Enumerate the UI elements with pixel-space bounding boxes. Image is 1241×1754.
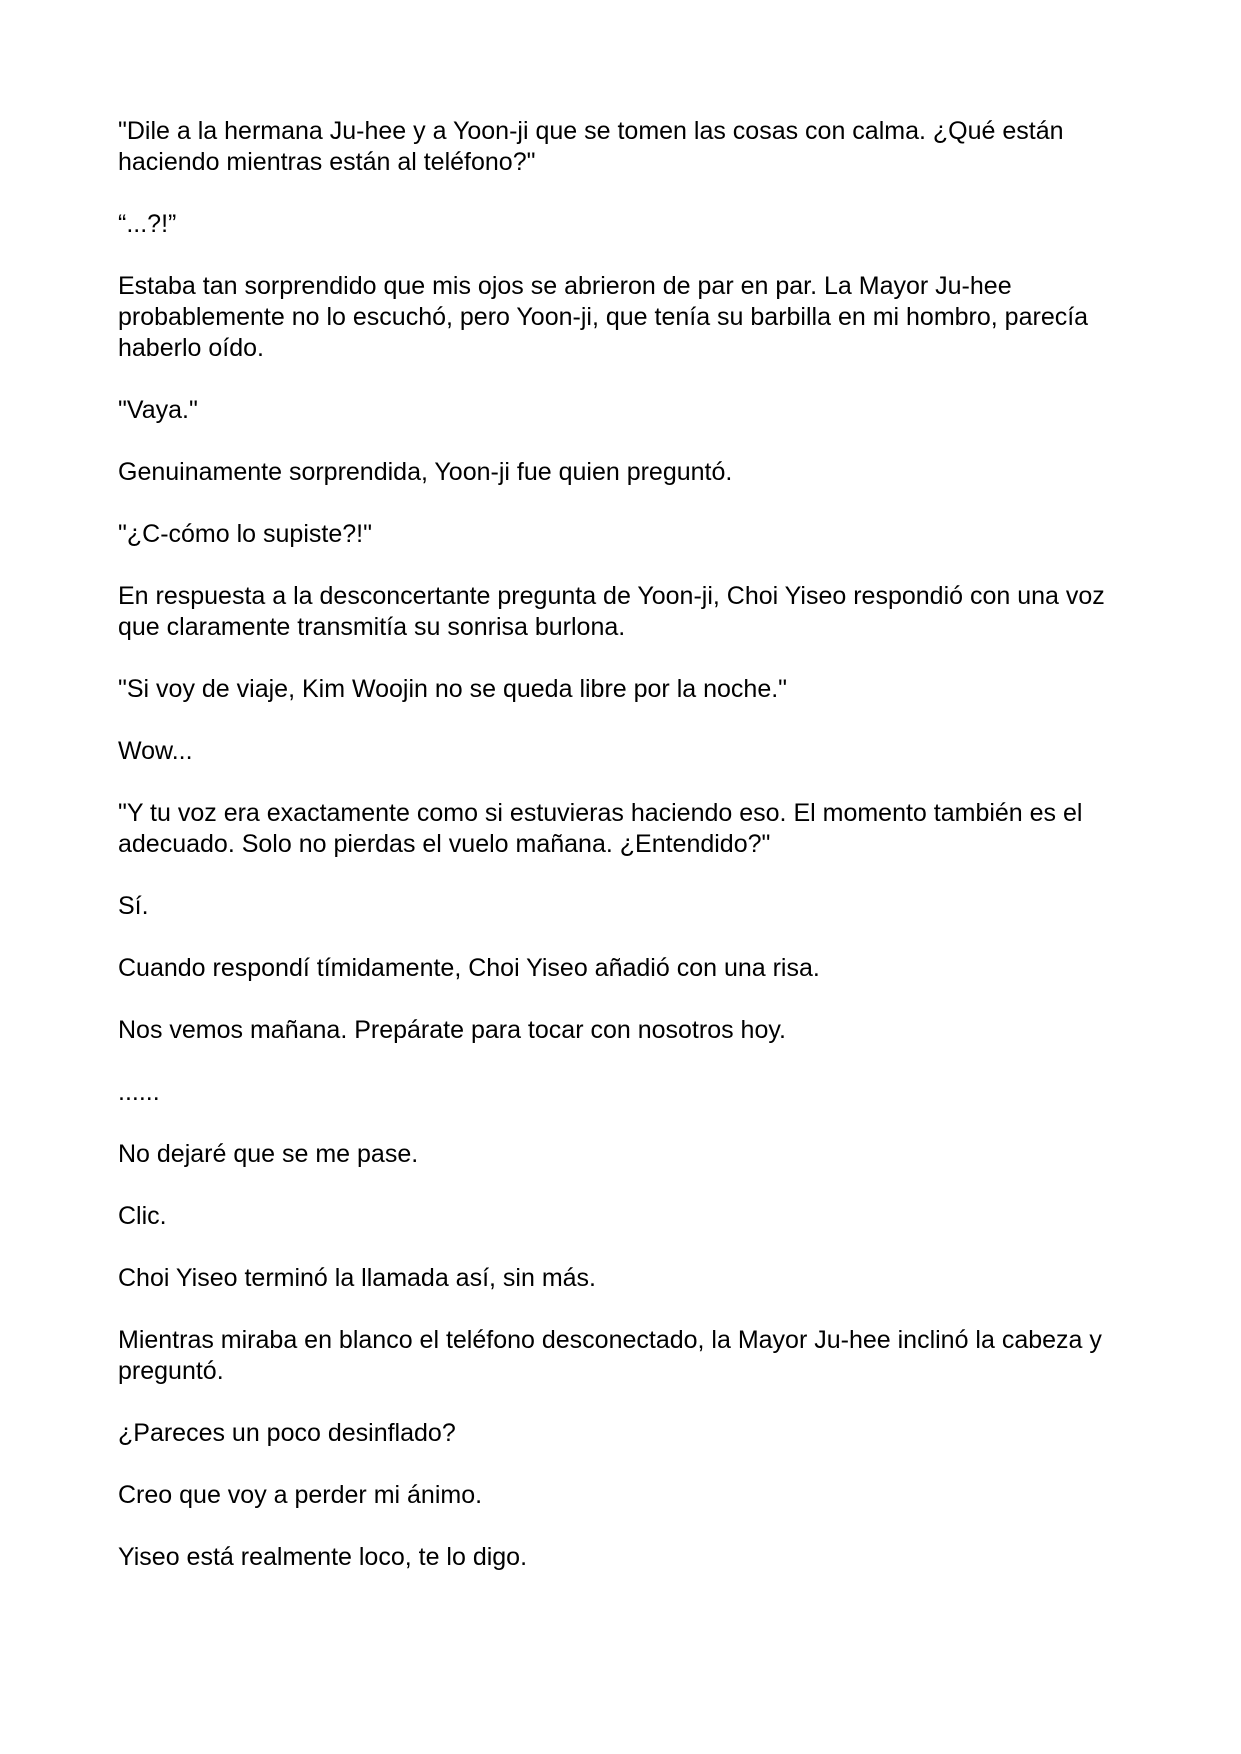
- paragraph: ......: [118, 1078, 160, 1106]
- paragraph: Wow...: [118, 737, 193, 765]
- paragraph: ¿Pareces un poco desinflado?: [118, 1419, 456, 1447]
- paragraph: En respuesta a la desconcertante pregunta de Yoon-ji, Choi Yiseo respondió con una voz que claramente transmitía su sonrisa burlona.: [118, 582, 1105, 641]
- paragraph: No dejaré que se me pase.: [118, 1140, 419, 1168]
- paragraph: Choi Yiseo terminó la llamada así, sin más.: [118, 1264, 596, 1292]
- paragraph: "Si voy de viaje, Kim Woojin no se queda libre por la noche.": [118, 675, 788, 703]
- paragraph: Clic.: [118, 1202, 167, 1230]
- paragraph: Genuinamente sorprendida, Yoon-ji fue quien preguntó.: [118, 458, 733, 486]
- paragraph: Nos vemos mañana. Prepárate para tocar con nosotros hoy.: [118, 1016, 786, 1044]
- paragraph: "Vaya.": [118, 396, 198, 424]
- paragraph: "Y tu voz era exactamente como si estuvieras haciendo eso. El momento también es el adecuado. Solo no pierdas el vuelo mañana. ¿Entendido?": [118, 799, 1083, 858]
- paragraph: Yiseo está realmente loco, te lo digo.: [118, 1543, 528, 1571]
- paragraph: Estaba tan sorprendido que mis ojos se abrieron de par en par. La Mayor Ju-hee probablemente no lo escuchó, pero Yoon-ji, que tenía su barbilla en mi hombro, parecía haberlo oído.: [118, 272, 1089, 362]
- paragraph: "Dile a la hermana Ju-hee y a Yoon-ji que se tomen las cosas con calma. ¿Qué están haciendo mientras están al teléfono?": [118, 117, 1064, 176]
- paragraph: Mientras miraba en blanco el teléfono desconectado, la Mayor Ju-hee inclinó la cabeza y preguntó.: [118, 1326, 1102, 1385]
- page-body: [118, 116, 1118, 1604]
- paragraph: Sí.: [118, 892, 149, 920]
- paragraph: “...?!”: [118, 210, 177, 238]
- paragraph: "¿C-cómo lo supiste?!": [118, 520, 372, 548]
- paragraph: Creo que voy a perder mi ánimo.: [118, 1481, 483, 1509]
- paragraph: Cuando respondí tímidamente, Choi Yiseo añadió con una risa.: [118, 954, 820, 982]
